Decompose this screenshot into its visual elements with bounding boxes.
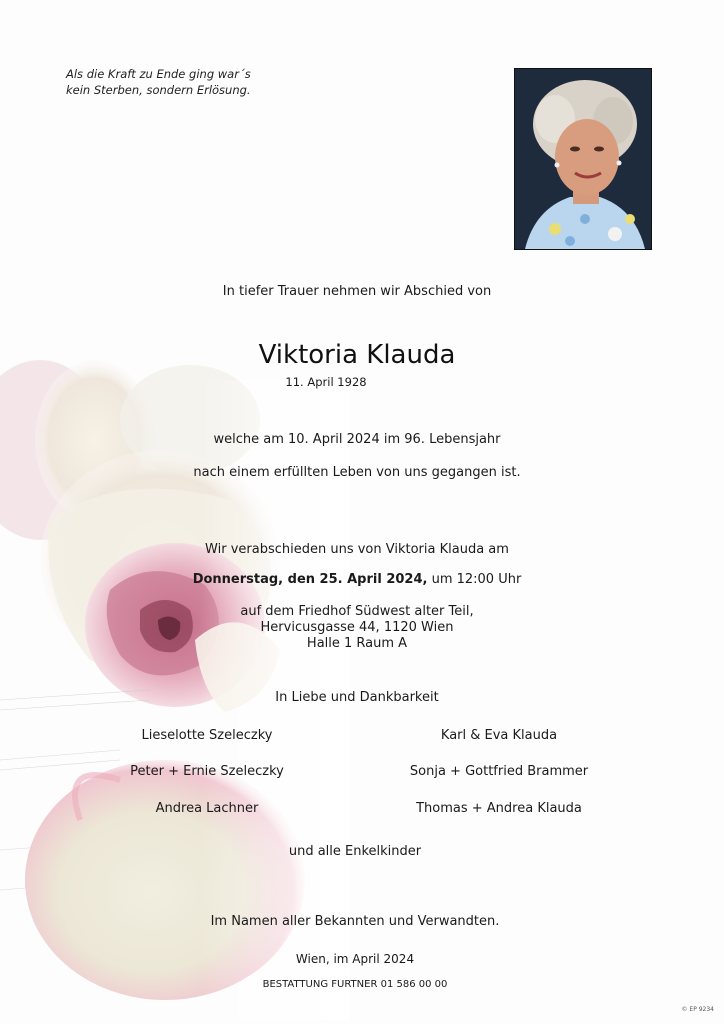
deceased-name: Viktoria Klauda xyxy=(258,340,456,370)
death-line-1: welche am 10. April 2024 im 96. Lebensjahr xyxy=(213,432,501,447)
mourner-left-3: Andrea Lachner xyxy=(155,801,259,816)
farewell-line: Wir verabschieden uns von Viktoria Klauda am xyxy=(205,542,509,557)
funeral-date-bold: Donnerstag, den 25. April 2024, xyxy=(192,572,428,587)
funeral-time: um 12:00 Uhr xyxy=(431,572,522,587)
quote-line-1: Als die Kraft zu Ende ging war´s xyxy=(66,67,251,81)
undertaker-info: BESTATTUNG FURTNER 01 586 00 00 xyxy=(262,979,448,990)
portrait-image xyxy=(515,69,651,249)
intro-text: In tiefer Trauer nehmen wir Abschied von xyxy=(222,284,492,299)
location-line-3: Halle 1 Raum A xyxy=(306,636,408,651)
death-line-2: nach einem erfüllten Leben von uns gegangen ist. xyxy=(193,465,521,480)
mourner-right-3: Thomas + Andrea Klauda xyxy=(416,801,582,816)
print-code: © EP 9234 xyxy=(681,1006,714,1013)
mourner-left-2: Peter + Ernie Szeleczky xyxy=(130,764,284,779)
quote-line-2: kein Sterben, sondern Erlösung. xyxy=(66,83,251,97)
location-line-1: auf dem Friedhof Südwest alter Teil, xyxy=(240,604,474,619)
place-date: Wien, im April 2024 xyxy=(295,952,415,966)
closing-line: Im Namen aller Bekannten und Verwandten. xyxy=(210,914,500,929)
love-line: In Liebe und Dankbarkeit xyxy=(275,690,439,705)
mourner-right-2: Sonja + Gottfried Brammer xyxy=(409,764,589,779)
quote xyxy=(66,66,251,98)
location-line-2: Hervicusgasse 44, 1120 Wien xyxy=(260,620,454,635)
birth-date: 11. April 1928 xyxy=(285,375,367,389)
funeral-date xyxy=(0,572,714,587)
grandchildren-line: und alle Enkelkinder xyxy=(288,844,422,859)
portrait-photo xyxy=(514,68,652,250)
mourner-left-1: Lieselotte Szeleczky xyxy=(141,728,273,743)
funeral-location xyxy=(0,604,714,652)
mourner-right-1: Karl & Eva Klauda xyxy=(440,728,558,743)
